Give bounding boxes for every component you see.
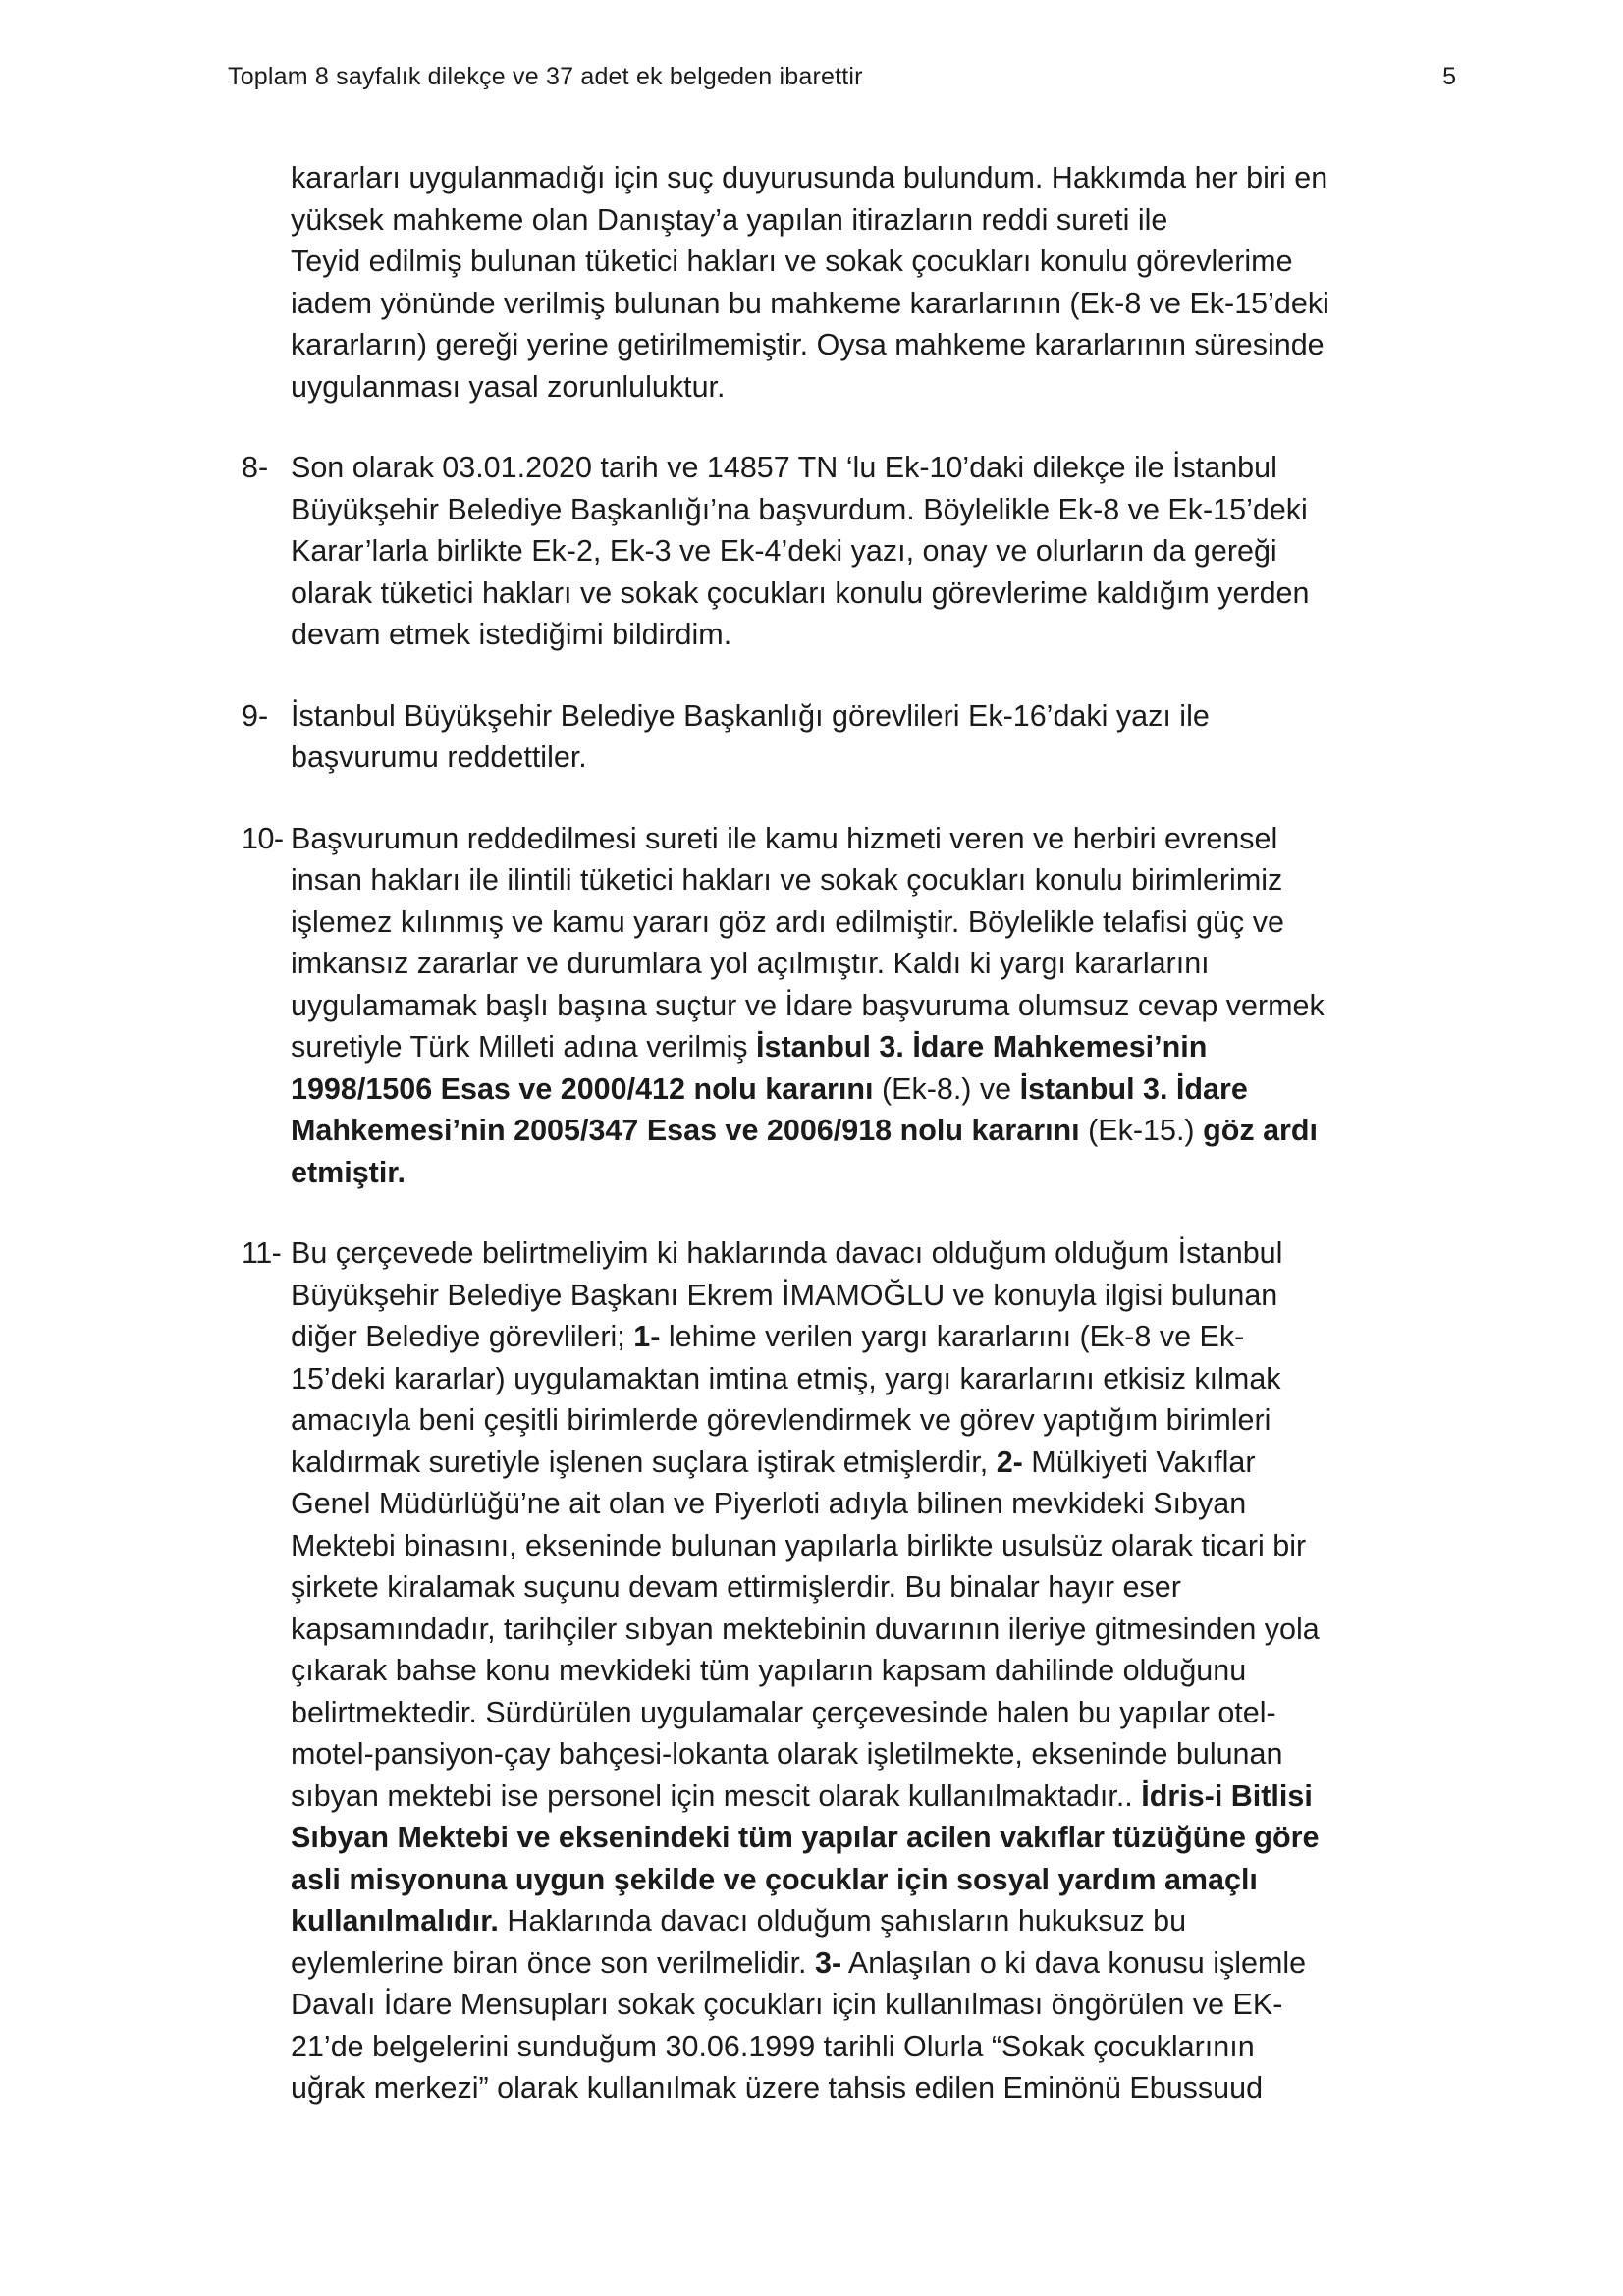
- bold-text: kullanılmalıdır.: [291, 1904, 499, 1938]
- text-line: Son olarak 03.01.2020 tarih ve 14857 TN ‘lu Ek-10’daki dilekçe ile İstanbul: [291, 451, 1277, 484]
- text-line: Teyid edilmiş bulunan tüketici hakları ve sokak çocukları konulu görevlerime: [291, 245, 1293, 278]
- text-line: iadem yönünde verilmiş bulunan bu mahkeme kararlarının (Ek-8 ve Ek-15’deki: [291, 286, 1329, 320]
- text-line: [291, 1026, 1449, 1068]
- bold-text: Sıbyan Mektebi ve eksenindeki tüm yapılar acilen vakıflar tüzüğüne göre: [291, 1821, 1320, 1854]
- text-line: yüksek mahkeme olan Danıştay’a yapılan itirazların reddi sureti ile: [291, 202, 1168, 237]
- text-line: belirtmektedir. Sürdürülen uygulamalar çerçevesinde halen bu yapılar otel-: [291, 1695, 1276, 1729]
- text-line: uğrak merkezi” olarak kullanılmak üzere tahsis edilen Eminönü Ebussuud: [291, 2071, 1264, 2105]
- bold-text: göz ardı: [1203, 1114, 1318, 1147]
- text-run: Mülkiyeti Vakıflar: [1022, 1445, 1256, 1479]
- item-text: [291, 818, 1449, 1194]
- bold-text: 2-: [996, 1445, 1023, 1479]
- text-line: kararların) gereği yerine getirilmemiştir. Oysa mahkeme kararlarının süresinde: [291, 328, 1325, 361]
- text-line: kapsamındadır, tarihçiler sıbyan mektebinin duvarının ileriye gitmesinden yola: [291, 1612, 1320, 1646]
- text-line: [291, 1152, 1449, 1194]
- text-line: başvurumu reddettiler.: [291, 740, 587, 774]
- text-line: Genel Müdürlüğü’ne ait olan ve Piyerloti adıyla bilinen mevkideki Sıbyan: [291, 1487, 1247, 1520]
- text-run: diğer Belediye görevlileri;: [291, 1320, 634, 1353]
- text-run: Anlaşılan o ki dava konusu işlemle: [841, 1945, 1307, 1980]
- bold-text: Mahkemesi’nin 2005/347 Esas ve 2006/918 nolu kararını: [291, 1114, 1080, 1147]
- text-line: olarak tüketici hakları ve sokak çocukları konulu görevlerime kaldığım yerden: [291, 575, 1310, 610]
- text-run: sıbyan mektebi ise personel için mescit olarak kullanılmaktadır..: [291, 1778, 1142, 1813]
- text-line: imkansız zararlar ve durumlara yol açılmıştır. Kaldı ki yargı kararlarını: [291, 947, 1210, 980]
- numbered-item-11: [242, 1232, 1449, 2109]
- text-run: Haklarında davacı olduğum şahısların hukuksuz bu: [498, 1904, 1187, 1938]
- text-line: [291, 1817, 1449, 1859]
- item-number: 10-: [242, 821, 284, 855]
- text-line: işlemez kılınmış ve kamu yararı göz ardı edilmiştir. Böylelikle telafisi güç ve: [291, 904, 1284, 939]
- bold-text: İdris-i Bitlisi: [1141, 1778, 1313, 1813]
- text-line: Büyükşehir Belediye Başkanı Ekrem İMAMOĞLU ve konuyla ilgisi bulunan: [291, 1278, 1278, 1312]
- text-line: şirkete kiralamak suçunu devam ettirmişlerdir. Bu binalar hayır eser: [291, 1570, 1181, 1604]
- text-line: kararları uygulanmadığı için suç duyurusunda bulundum. Hakkımda her biri en: [291, 161, 1328, 194]
- text-line: [291, 1068, 1449, 1111]
- text-run: (Ek-15.): [1079, 1114, 1204, 1147]
- item-text: [291, 1232, 1449, 2109]
- item-number: 8-: [242, 451, 269, 484]
- text-line: devam etmek istediğimi bildirdim.: [291, 618, 732, 651]
- numbered-item-8: [242, 447, 1449, 656]
- bold-text: asli misyonuna uygun şekilde ve çocuklar için sosyal yardım amaçlı: [291, 1862, 1258, 1896]
- item-text: [291, 695, 1449, 779]
- text-line: çıkarak bahse konu mevkideki tüm yapıların kapsam dahilinde olduğunu: [291, 1654, 1247, 1687]
- text-line: [291, 1942, 1449, 1985]
- text-line: insan hakları ile ilintili tüketici hakları ve sokak çocukları konulu birimlerimiz: [291, 863, 1283, 897]
- text-line: Karar’larla birlikte Ek-2, Ek-3 ve Ek-4’deki yazı, onay ve olurların da gereği: [291, 534, 1277, 568]
- text-line: Başvurumun reddedilmesi sureti ile kamu hizmeti veren ve herbiri evrensel: [291, 821, 1278, 855]
- text-line: uygulanması yasal zorunluluktur.: [291, 369, 726, 404]
- text-line: Bu çerçevede belirtmeliyim ki haklarında davacı olduğum olduğum İstanbul: [291, 1236, 1283, 1270]
- text-line: amacıyla beni çeşitli birimlerde görevlendirmek ve görev yaptığım birimleri: [291, 1403, 1271, 1437]
- text-line: [291, 1316, 1449, 1358]
- text-run: suretiyle Türk Milleti adına verilmiş: [291, 1030, 757, 1064]
- header-title: Toplam 8 sayfalık dilekçe ve 37 adet ek belgeden ibarettir: [228, 63, 863, 90]
- item-text: [291, 447, 1449, 656]
- continuation-paragraph: [291, 157, 1449, 408]
- text-line: Mektebi binasını, ekseninde bulunan yapılarla birlikte usulsüz olarak ticari bir: [291, 1528, 1307, 1562]
- text-line: [291, 1442, 1449, 1484]
- bold-text: etmiştir.: [291, 1155, 406, 1189]
- text-line: [291, 1859, 1449, 1901]
- page-number: 5: [1442, 63, 1456, 90]
- text-run: (Ek-8.) ve: [873, 1071, 1020, 1106]
- text-line: [291, 1776, 1449, 1818]
- item-number: 11-: [242, 1236, 282, 1270]
- bold-text: 1998/1506 Esas ve 2000/412 nolu kararını: [291, 1071, 874, 1106]
- text-line: Büyükşehir Belediye Başkanlığı’na başvurdum. Böylelikle Ek-8 ve Ek-15’deki: [291, 492, 1308, 526]
- bold-text: 1-: [633, 1320, 661, 1353]
- numbered-item-9: [242, 695, 1449, 779]
- bold-text: İstanbul 3. İdare Mahkemesi’nin: [756, 1030, 1208, 1064]
- text-run: lehime verilen yargı kararlarını (Ek-8 ve Ek-: [660, 1320, 1245, 1353]
- text-line: İstanbul Büyükşehir Belediye Başkanlığı görevlileri Ek-16’daki yazı ile: [291, 698, 1210, 733]
- text-line: 15’deki kararlar) uygulamaktan imtina etmiş, yargı kararlarını etkisiz kılmak: [291, 1361, 1281, 1395]
- text-line: Davalı İdare Mensupları sokak çocukları için kullanılması öngörülen ve EK-: [291, 1988, 1283, 2021]
- page-header: [228, 63, 1456, 102]
- text-run: kaldırmak suretiyle işlenen suçlara iştirak etmişlerdir,: [291, 1445, 997, 1479]
- item-number: 9-: [242, 698, 269, 733]
- text-run: eylemlerine biran önce son verilmelidir.: [291, 1945, 815, 1980]
- text-line: [291, 1110, 1449, 1152]
- numbered-item-10: [242, 818, 1449, 1194]
- text-line: [291, 1900, 1449, 1942]
- text-line: uygulamamak başlı başına suçtur ve İdare başvuruma olumsuz cevap vermek: [291, 988, 1325, 1022]
- text-line: 21’de belgelerini sunduğum 30.06.1999 tarihli Olurla “Sokak çocuklarının: [291, 2029, 1255, 2063]
- text-line: motel-pansiyon-çay bahçesi-lokanta olarak işletilmekte, ekseninde bulunan: [291, 1737, 1283, 1771]
- document-body: [242, 157, 1449, 2149]
- bold-text: İstanbul 3. İdare: [1019, 1071, 1248, 1106]
- bold-text: 3-: [815, 1945, 842, 1980]
